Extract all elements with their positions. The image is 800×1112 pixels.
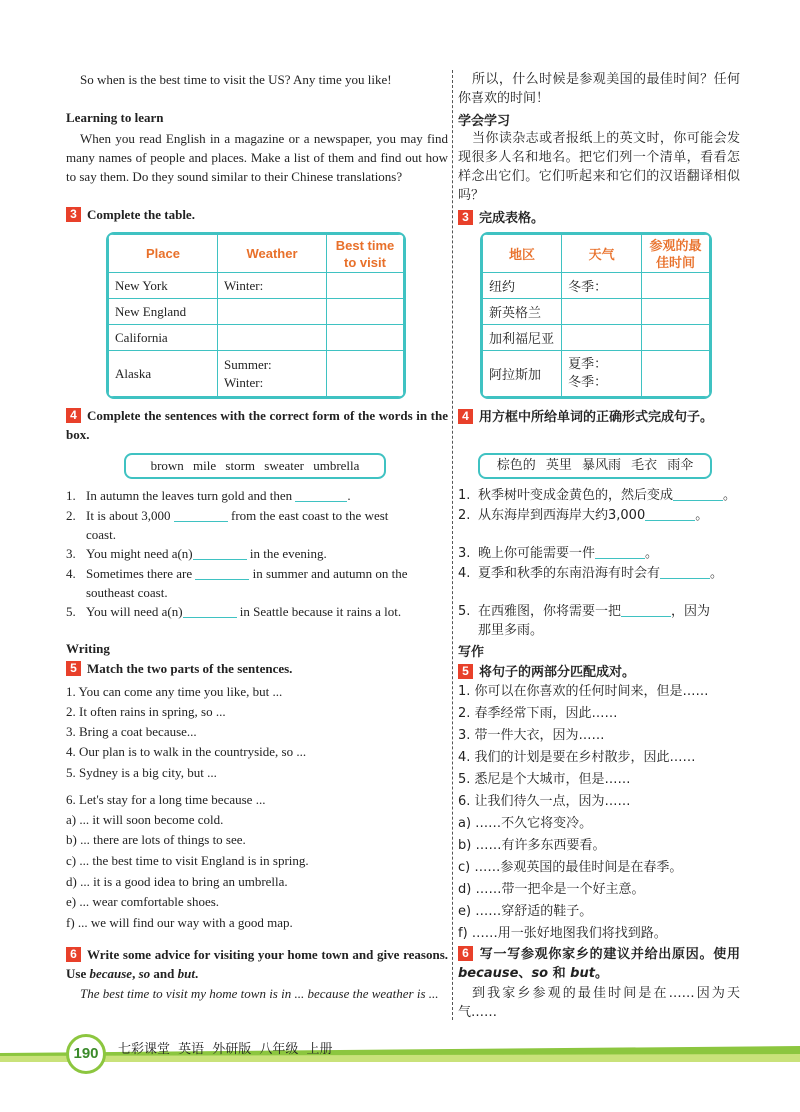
table-cell[interactable]: Winter: — [218, 273, 327, 299]
item-text: ，因为 — [671, 604, 711, 619]
table-cell[interactable] — [562, 299, 642, 325]
match-item: 1. 你可以在你喜欢的任何时间来，但是…… — [458, 684, 709, 699]
answer-blank[interactable] — [295, 501, 347, 502]
match-item: 4. Our plan is to walk in the countryside, so ... — [66, 744, 307, 759]
answer-blank[interactable] — [183, 617, 237, 618]
item-text: You might need a(n) — [86, 546, 193, 561]
table-cell[interactable] — [327, 273, 404, 299]
table-header: 参观的最佳时间 — [642, 235, 710, 273]
item-text: southeast coast. — [86, 585, 168, 600]
item-text: 。 — [710, 566, 724, 581]
keyword: so — [138, 966, 151, 981]
match-item: 3. Bring a coat because... — [66, 724, 197, 739]
ex4-number-zh: 4 — [458, 409, 473, 424]
item-number: 4. — [458, 566, 471, 581]
answer-blank[interactable] — [660, 578, 710, 579]
table-cell[interactable] — [642, 351, 710, 397]
table-cell-line: 夏季： — [568, 356, 608, 372]
item-number: 1. — [458, 488, 471, 503]
item-text: In autumn the leaves turn gold and then — [86, 488, 293, 503]
answer-blank[interactable] — [595, 558, 645, 559]
ex5-number-en: 5 — [66, 661, 81, 676]
item-text: 晚上你可能需要一件 — [478, 546, 596, 561]
ex6-punct: . — [194, 966, 199, 981]
match-item: 1. You can come any time you like, but ... — [66, 684, 283, 699]
ex5-label-en: Match the two parts of the sentences. — [87, 661, 293, 676]
ex6-example-zh: 到我家乡参观的最佳时间是在……因为天气…… — [458, 986, 740, 1020]
match-item: a) ... it will soon become cold. — [66, 812, 224, 827]
table-cell[interactable] — [327, 325, 404, 351]
table-cell[interactable] — [642, 299, 710, 325]
ex4-label-zh: 用方框中所给单词的正确形式完成句子。 — [479, 410, 714, 425]
item-text: in summer and autumn on the — [252, 566, 408, 581]
ex6-punct: 和 — [548, 966, 571, 981]
item-number: 2. — [458, 508, 471, 523]
item-number: 5. — [66, 604, 76, 619]
table-cell[interactable] — [327, 299, 404, 325]
match-item: 4. 我们的计划是要在乡村散步，因此…… — [458, 750, 696, 765]
item-number: 5. — [458, 604, 471, 619]
table-cell[interactable] — [218, 299, 327, 325]
ex6-number-zh: 6 — [458, 946, 473, 961]
answer-blank[interactable] — [174, 521, 228, 522]
table-header: 天气 — [562, 235, 642, 273]
ex6-title-zh — [458, 945, 740, 983]
match-item: d) ... it is a good idea to bring an umbrella. — [66, 874, 288, 889]
match-item: a) ……不久它将变冷。 — [458, 816, 593, 831]
keyword: so — [531, 966, 549, 981]
keyword: because — [89, 966, 133, 981]
item-text: 夏季和秋季的东南沿海有时会有 — [478, 566, 661, 581]
word-box-zh: 棕色的 英里 暴风雨 毛衣 雨伞 — [478, 453, 712, 479]
ex6-label-zh: 写一写参观你家乡的建议并给出原因。使用 — [479, 947, 740, 962]
list-item — [66, 544, 327, 563]
list-item — [458, 602, 710, 621]
table-cell[interactable] — [562, 325, 642, 351]
table-cell[interactable] — [218, 325, 327, 351]
learning-title-zh: 学会学习 — [458, 114, 511, 129]
item-number: 4. — [66, 566, 76, 581]
table-cell[interactable] — [642, 273, 710, 299]
ex5-number-zh: 5 — [458, 664, 473, 679]
table-header: Place — [109, 235, 218, 273]
keyword: because — [458, 966, 519, 981]
ex6-punct: 、 — [518, 966, 532, 981]
list-item — [66, 486, 351, 505]
match-item: f) ……用一张好地图我们将找到路。 — [458, 926, 667, 941]
answer-blank[interactable] — [621, 616, 671, 617]
answer-blank[interactable] — [193, 559, 247, 560]
item-text: in the evening. — [249, 546, 327, 561]
match-item: f) ... we will find our way with a good map. — [66, 915, 293, 930]
ex6-punct: 。 — [594, 966, 608, 981]
table-header: 地区 — [483, 235, 562, 273]
table-cell: California — [109, 325, 218, 351]
ex4-number-en: 4 — [66, 408, 81, 423]
item-text: 。 — [645, 546, 659, 561]
table-cell: 新英格兰 — [483, 299, 562, 325]
word-box-en: brown mile storm sweater umbrella — [124, 453, 386, 479]
match-item: 2. It often rains in spring, so ... — [66, 704, 226, 719]
list-item — [458, 621, 543, 640]
ex5-label-zh: 将句子的两部分匹配成对。 — [479, 665, 636, 680]
table-cell[interactable] — [642, 325, 710, 351]
ex3-number-zh: 3 — [458, 210, 473, 225]
writing-title-zh: 写作 — [458, 645, 485, 660]
ex6-title-en — [66, 945, 448, 983]
ex3-title-zh — [458, 207, 544, 226]
table-cell-line: Winter: — [224, 374, 264, 390]
ex6-number-en: 6 — [66, 947, 81, 962]
ex3-label-zh: 完成表格。 — [479, 211, 545, 226]
weather-table-zh — [480, 232, 712, 399]
ex4-label-en: Complete the sentences with the correct form of the words in the box. — [66, 408, 448, 442]
intro-en: So when is the best time to visit the US? Any time you like! — [80, 72, 392, 87]
match-item: 2. 春季经常下雨，因此…… — [458, 706, 618, 721]
ex6-example-en: The best time to visit my home town is in ... because the weather is ... — [80, 986, 439, 1001]
match-item: 5. Sydney is a big city, but ... — [66, 765, 217, 780]
table-cell: New England — [109, 299, 218, 325]
list-item — [66, 525, 116, 544]
ex6-punct: and — [150, 966, 178, 981]
item-text: in Seattle because it rains a lot. — [239, 604, 402, 619]
match-item: 5. 悉尼是个大城市，但是…… — [458, 772, 631, 787]
item-text: 。 — [723, 488, 737, 503]
book-title: 七彩课堂 英语 外研版 八年级 上册 — [118, 1042, 333, 1057]
table-cell: New York — [109, 273, 218, 299]
list-item — [66, 602, 401, 621]
match-item: c) ……参观英国的最佳时间是在春季。 — [458, 860, 683, 875]
weather-table-en — [106, 232, 406, 399]
learning-text-zh: 当你读杂志或者报纸上的英文时，你可能会发现很多人名和地名。把它们列一个清单，看看怎样念出它们。它们听起来和它们的汉语翻译相似吗？ — [458, 131, 740, 203]
ex6-label-en: Write some advice for visiting your home town and give reasons. Use — [66, 947, 448, 981]
answer-blank[interactable] — [673, 500, 723, 501]
answer-blank[interactable] — [195, 579, 249, 580]
match-item: 3. 带一件大衣，因为…… — [458, 728, 605, 743]
intro-zh: 所以，什么时候是参观美国的最佳时间？任何你喜欢的时间！ — [458, 72, 740, 106]
match-item: d) ……带一把伞是一个好主意。 — [458, 882, 645, 897]
item-text: coast. — [86, 527, 116, 542]
table-cell[interactable] — [562, 351, 642, 397]
item-text: Sometimes there are — [86, 566, 193, 581]
ex3-number-en: 3 — [66, 207, 81, 222]
match-item: e) ……穿舒适的鞋子。 — [458, 904, 593, 919]
keyword: but — [177, 966, 195, 981]
match-item: c) ... the best time to visit England is in spring. — [66, 853, 309, 868]
match-item: 6. 让我们待久一点，因为…… — [458, 794, 631, 809]
item-text: . — [347, 488, 351, 503]
table-cell: 阿拉斯加 — [483, 351, 562, 397]
table-header: Best time to visit — [327, 235, 404, 273]
list-item — [66, 506, 448, 525]
item-text: 秋季树叶变成金黄色的，然后变成 — [478, 488, 674, 503]
match-item: e) ... wear comfortable shoes. — [66, 894, 220, 909]
ex5-title-zh — [458, 661, 635, 680]
answer-blank[interactable] — [645, 520, 695, 521]
table-cell[interactable] — [327, 351, 404, 397]
table-cell-line: 冬季： — [568, 374, 608, 390]
item-text: 从东海岸到西海岸大约3,000 — [478, 508, 646, 523]
ex3-label-en: Complete the table. — [87, 207, 195, 222]
item-number: 2. — [66, 508, 76, 523]
ex5-title-en — [66, 661, 292, 677]
item-text: You will need a(n) — [86, 604, 183, 619]
column-divider — [452, 70, 453, 1020]
ex4-title-en — [66, 406, 448, 444]
item-number: 3. — [66, 546, 76, 561]
item-text: from the east coast to the west — [231, 508, 389, 523]
item-number: 1. — [66, 488, 76, 503]
item-text: 那里多雨。 — [478, 623, 544, 638]
list-item — [66, 583, 168, 602]
table-cell: Alaska — [109, 351, 218, 397]
page-number: 190 — [66, 1034, 106, 1074]
match-item: b) ……有许多东西要看。 — [458, 838, 606, 853]
ex3-title-en — [66, 207, 195, 223]
keyword: but — [570, 966, 595, 981]
learning-text-en: When you read English in a magazine or a newspaper, you may find many names of people and places. Make a list of them and find out how to say them. Do they sound similar to their Chinese translations? — [66, 131, 448, 184]
table-cell-line: Summer: — [224, 356, 272, 372]
match-item: 6. Let's stay for a long time because ... — [66, 792, 266, 807]
item-number: 3. — [458, 546, 471, 561]
list-item — [458, 544, 658, 563]
item-text: 在西雅图，你将需要一把 — [478, 604, 622, 619]
item-text: 。 — [695, 508, 709, 523]
table-cell[interactable]: 冬季： — [562, 273, 642, 299]
list-item — [458, 506, 708, 525]
table-header: Weather — [218, 235, 327, 273]
ex6-punct: , — [132, 966, 139, 981]
writing-title-en: Writing — [66, 641, 110, 656]
list-item — [458, 564, 723, 583]
ex4-title-zh — [458, 406, 713, 425]
table-cell: 加利福尼亚 — [483, 325, 562, 351]
list-item — [458, 486, 736, 505]
item-text: It is about 3,000 — [86, 508, 171, 523]
match-item: b) ... there are lots of things to see. — [66, 832, 246, 847]
learning-title-en: Learning to learn — [66, 110, 164, 125]
table-cell: 纽约 — [483, 273, 562, 299]
list-item — [66, 564, 408, 583]
table-cell[interactable] — [218, 351, 327, 397]
